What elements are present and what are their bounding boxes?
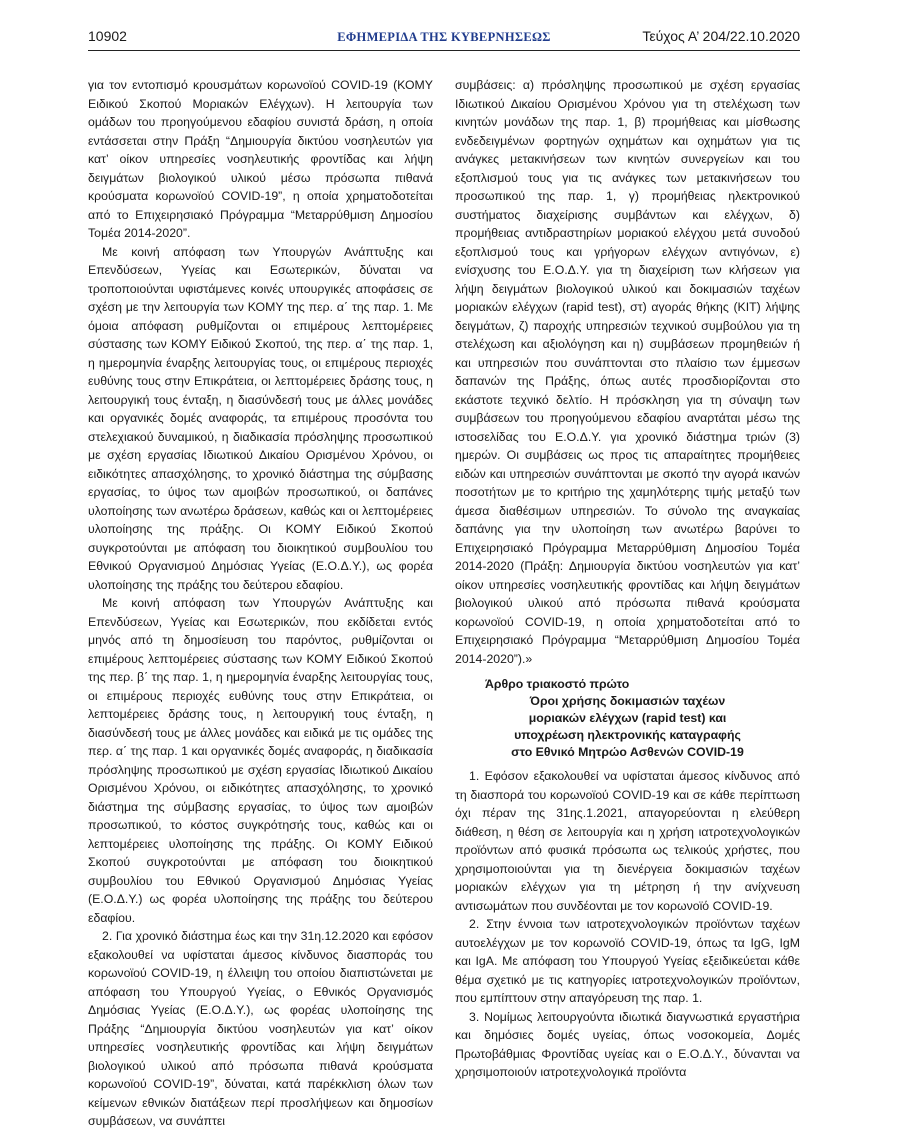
article-heading — [455, 676, 800, 761]
paragraph: 2. Για χρονικό διάστημα έως και την 31η.12.2020 και εφόσον εξακολουθεί να υφίσταται άμεσος κίνδυνος διασποράς του κορωνοϊού COVID-19, η έλλειψη του οποίου διαπιστώνεται με απόφαση του Υπουργού Υγείας, ο Εθνικός Οργανισμός Δημόσιας Υγείας (Ε.Ο.Δ.Υ.), ως φορέας υλοποίησης της Πράξης “Δημιουργία δικτύου νοσηλευτών για κατ’ οίκον υπηρεσίες νοσηλευτικής φροντίδας και λήψη δειγμάτων βιολογικού υλικού από πρόσωπα πιθανά κρούσματα κορωνοϊού COVID-19”, δύναται, κατά παρέκκλιση όλων των κείμενων εθνικών διατάξεων περί προσλήψεων και δημοσίων συμβάσεων, να συνάπτει — [88, 929, 433, 1128]
right-column — [455, 76, 800, 1082]
left-column — [88, 76, 433, 1131]
header-rule — [88, 50, 800, 51]
paragraph: συμβάσεις: α) πρόσληψης προσωπικού με σχέση εργασίας Ιδιωτικού Δικαίου Ορισμένου Χρόνου για τη στελέχωση των κινητών μονάδων της παρ. 1, β) προμήθειας και μίσθωσης ενδεδειγμένων φορτηγών οχημάτων και οχημάτων για τις ανάγκες μετακινήσεων των κινητών συνεργείων και του εξοπλισμού τους για τις ανάγκες των μετακινήσεων του προσωπικού της παρ. 1, γ) προμήθειας ηλεκτρονικού συστήματος διαχείρισης συμβάντων και ελέγχων, δ) προμήθειας αντιδραστηρίων μοριακού ελέγχου μετά συνοδού εξοπλισμού τους και γρήγορων ελέγχων αντιγόνων, ε) ενίσχυσης του Ε.Ο.Δ.Υ. για τη διαχείριση των κλήσεων για λήψη δειγμάτων βιολογικού υλικού και δοκιμασιών ταχέων μοριακών ελέγχων (rapid test), στ) αγοράς θήκης (KIT) λήψης δειγμάτων, ζ) παροχής υπηρεσιών τεχνικού συμβούλου για τη στελέχωση και αξιολόγηση και η) συμβάσεων προμηθειών ή και υπηρεσιών που συνάπτονται στο πλαίσιο των έμμεσων δαπανών της Πράξης, όπως αυτές προσδιορίζονται στο εκάστοτε τεχνικό δελτίο. Η πρόσκληση για τη σύναψη των συμβάσεων του προηγούμενου εδαφίου αναρτάται μέσω της ιστοσελίδας του Ε.Ο.Δ.Υ. για χρονικό διάστημα τριών (3) ημερών. Οι συμβάσεις ως προς τις απαραίτητες προμήθειες ειδών και υπηρεσιών συνάπτονται με σκοπό την αγορά ικανών ποσοτήτων με το κριτήριο της χαμηλότερης τιμής μεταξύ των άμεσα διαθέσιμων υπηρεσιών. Το σύνολο της αναγκαίας δαπάνης για την υλοποίηση των ανωτέρω βαρύνει το Επιχειρησιακό Πρόγραμμα Μεταρρύθμιση Δημοσίου Τομέα 2014-2020 (Πράξη: Δημιουργία δικτύου νοσηλευτών για κατ’ οίκον υπηρεσίες νοσηλευτικής φροντίδας και λήψη δειγμάτων βιολογικού υλικού από πρόσωπα πιθανά κρούσματα κορωνοϊού COVID-19, η οποία χρηματοδοτείται από το Επιχειρησιακό Πρόγραμμα “Μεταρρύθμιση Δημοσίου Τομέα 2014-2020”).» — [455, 78, 800, 666]
article-title-line: υποχρέωση ηλεκτρονικής καταγραφής — [514, 728, 741, 742]
issue-reference: Τεύχος Α’ 204/22.10.2020 — [642, 28, 800, 44]
article-title-line: Όροι χρήσης δοκιμασιών ταχέων — [529, 694, 726, 708]
paragraph: Με κοινή απόφαση των Υπουργών Ανάπτυξης και Επενδύσεων, Υγείας και Εσωτερικών, δύναται να τροποποιούνται υφιστάμενες κοινές υπουργικές αποφάσεις σε σχέση με την λειτουργία των ΚΟΜΥ της περ. α΄ της παρ. 1. Με όμοια απόφαση ρυθμίζονται οι επιμέρους λεπτομέρειες σύστασης των ΚΟΜΥ Ειδικού Σκοπού, της περ. α΄ της παρ. 1, η ημερομηνία έναρξης λειτουργίας τους, οι επιμέρους περιοχές ευθύνης τους στην Επικράτεια, οι λεπτομέρειες δράσης τους, η λειτουργική τους ένταξη, η διασύνδεσή τους με άλλες μονάδες και οργανικές δομές αναφοράς, τα επιμέρους προσόντα του στελεχιακού δυναμικού, η διαδικασία πρόσληψης προσωπικού με σχέση εργασίας Ιδιωτικού Δικαίου Ορισμένου Χρόνου, οι ειδικότητες απασχόλησης, το χρονικό διάστημα της σύμβασης εργασίας, το ύψος των αμοιβών προσωπικού, οι δαπάνες υλοποίησης των ανωτέρω δράσεων, καθώς και οι λεπτομέρειες υλοποίησης της πράξης. Οι ΚΟΜΥ Ειδικού Σκοπού συγκροτούνται με απόφαση του διοικητικού συμβουλίου του Εθνικού Οργανισμού Δημόσιας Υγείας (Ε.Ο.Δ.Υ.), ως φορέα υλοποίησης της πράξης του δεύτερου εδαφίου. — [88, 244, 433, 592]
paragraph: 3. Νομίμως λειτουργούντα ιδιωτικά διαγνωστικά εργαστήρια και δημόσιες δομές υγείας, όπως νοσοκομεία, Δομές Πρωτοβάθμιας Φροντίδας υγείας και ο Ε.Ο.Δ.Υ., δύνανται να χρησιμοποιούν ιατροτεχνολογικά προϊόντα — [455, 1009, 800, 1079]
gazette-title: ΕΦΗΜΕΡΙΔΑ ΤΗΣ ΚΥΒΕΡΝΗΣΕΩΣ — [337, 30, 551, 44]
paragraph: 2. Στην έννοια των ιατροτεχνολογικών προϊόντων ταχέων αυτοελέγχων με τον κορωνοϊό COVID-19, όπως τα IgG, IgM και IgA. Με απόφαση του Υπουργού Υγείας εξειδικεύεται κάθε θέμα σχετικό με τις κατηγορίες ιατροτεχνολογικών προϊόντων, που εμπίπτουν στην απαγόρευση της παρ. 1. — [455, 917, 800, 1005]
paragraph: για τον εντοπισμό κρουσμάτων κορωνοϊού COVID-19 (ΚΟΜΥ Ειδικού Σκοπού Μοριακών Ελέγχων). Η λειτουργία των ομάδων του προηγούμενου εδαφίου συνιστά δράση, η οποία εντάσσεται στην Πράξη “Δημιουργία δικτύου νοσηλευτών για κατ’ οίκον υπηρεσίες νοσηλευτικής φροντίδας και λήψη δειγμάτων βιολογικού υλικού μέσω πρόσωπα πιθανά κρούσματα κορωνοϊού COVID-19”, η οποία χρηματοδοτείται από το Επιχειρησιακό Πρόγραμμα “Μεταρρύθμιση Δημοσίου Τομέα 2014-2020”. — [88, 78, 433, 240]
page-number: 10902 — [88, 28, 127, 44]
article-number: Άρθρο τριακοστό πρώτο — [485, 677, 630, 691]
article-title-line: μοριακών ελέγχων (rapid test) και — [528, 711, 727, 725]
paragraph: Με κοινή απόφαση των Υπουργών Ανάπτυξης και Επενδύσεων, Υγείας και Εσωτερικών, που εκδίδεται εντός μηνός από τη δημοσίευση του παρόντος, ρυθμίζονται οι επιμέρους λεπτομέρειες σύστασης των ΚΟΜΥ Ειδικού Σκοπού της περ. β΄ της παρ. 1, η ημερομηνία έναρξης λειτουργίας τους, οι επιμέρους περιοχές ευθύνης τους στην Επικράτεια, οι λεπτομέρειες δράσης τους, η λειτουργική τους ένταξη, η διασύνδεσή τους με άλλες μονάδες και ειδικά με τις ομάδες της περ. α΄ της παρ. 1 και οργανικές δομές αναφοράς, η διαδικασία πρόσληψης προσωπικού με σχέση εργασίας Ιδιωτικού Δικαίου Ορισμένου Χρόνου, οι ειδικότητες απασχόλησης, το χρονικό διάστημα της σύμβασης εργασίας, το ύψος των αμοιβών προσωπικού, το κόστος συγκρότησής τους, καθώς και οι λεπτομέρειες υλοποίησης της πράξης. Οι ΚΟΜΥ Ειδικού Σκοπού συγκροτούνται με απόφαση του διοικητικού συμβουλίου του Εθνικού Οργανισμού Δημόσιας Υγείας (Ε.Ο.Δ.Υ.) ως φορέα υλοποίησης της πράξης του δεύτερου εδαφίου. — [88, 596, 433, 925]
paragraph: 1. Εφόσον εξακολουθεί να υφίσταται άμεσος κίνδυνος από τη διασπορά του κορωνοϊού COVID-19 και σε κάθε περίπτωση όχι πέραν της 31ης.1.2021, απαγορεύονται η ελεύθερη διάθεση, η θέση σε λειτουργία και η χρήση ιατροτεχνολογικών προϊόντων από φυσικά πρόσωπα ως τελικούς χρήστες, που χρησιμοποιούνται για τη διενέργεια δοκιμασιών ταχέων μοριακών ελέγχων για τη μέτρηση ή την ανίχνευση αντισωμάτων που συνδέονται με τον κορωνοϊό COVID-19. — [455, 769, 800, 913]
article-title-line: στο Εθνικό Μητρώο Ασθενών COVID-19 — [511, 745, 744, 759]
page-header — [88, 28, 800, 50]
